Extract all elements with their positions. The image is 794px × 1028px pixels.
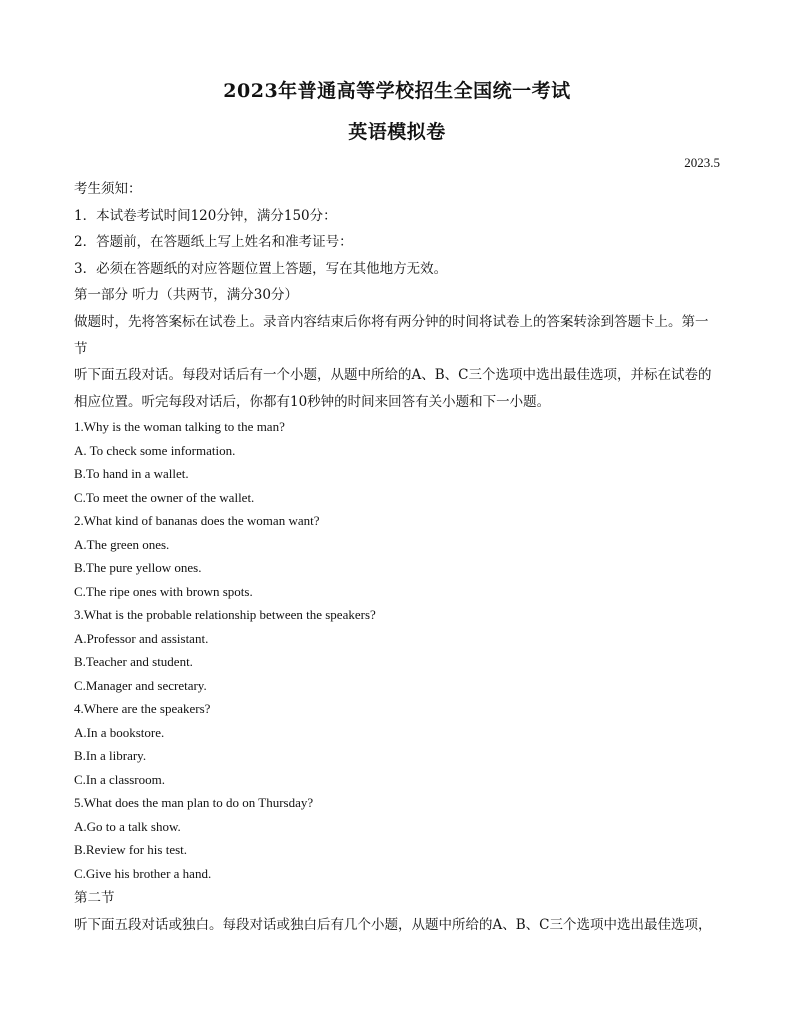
option-c: C.To meet the owner of the wallet.	[74, 489, 255, 505]
option-a: A.In a bookstore.	[74, 724, 165, 740]
option-a: A.Go to a talk show.	[74, 818, 181, 834]
section1-instruction-cont: 相应位置。听完每段对话后，你都有10秒钟的时间来回答有关小题和下一小题。	[74, 393, 551, 410]
part1-heading: 第一部分 听力（共两节，满分30分）	[74, 287, 298, 304]
option-b: B.The pure yellow ones.	[74, 560, 202, 576]
notice-item: 3．必须在答题纸的对应答题位置上答题，写在其他地方无效。	[74, 260, 448, 277]
exam-body	[74, 176, 722, 939]
option-b: B.Review for his test.	[74, 842, 188, 858]
question-4	[74, 697, 722, 791]
question-text: 2.What kind of bananas does the woman want?	[74, 513, 320, 529]
option-b: B.To hand in a wallet.	[74, 466, 189, 482]
part1-instruction: 做题时，先将答案标在试卷上。录音内容结束后你将有两分钟的时间将试卷上的答案转涂到答题卡上。第一	[74, 313, 709, 330]
option-c: C.The ripe ones with brown spots.	[74, 583, 253, 599]
option-a: A.The green ones.	[74, 536, 170, 552]
option-c: C.Manager and secretary.	[74, 677, 207, 693]
option-c: C.Give his brother a hand.	[74, 865, 212, 881]
option-a: A. To check some information.	[74, 442, 236, 458]
question-text: 5.What does the man plan to do on Thursday?	[74, 795, 314, 811]
question-text: 4.Where are the speakers?	[74, 701, 211, 717]
section1-instruction: 听下面五段对话。每段对话后有一个小题，从题中所给的A、B、C三个选项中选出最佳选项，并标在试卷的	[74, 367, 712, 384]
exam-date: 2023.5	[684, 155, 720, 170]
notice-heading: 考生须知：	[74, 181, 142, 197]
question-2	[74, 509, 722, 603]
section2-heading: 第二节	[74, 890, 115, 907]
exam-title: 2023年普通高等学校招生全国统一考试	[223, 80, 571, 102]
part1-instruction-cont: 节	[74, 340, 88, 357]
question-3	[74, 603, 722, 697]
question-5	[74, 791, 722, 885]
question-1	[74, 415, 722, 509]
option-c: C.In a classroom.	[74, 771, 165, 787]
exam-subtitle: 英语模拟卷	[348, 121, 446, 143]
section2-instruction: 听下面五段对话或独白。每段对话或独白后有几个小题，从题中所给的A、B、C三个选项中选出最佳选项，	[74, 916, 712, 933]
option-a: A.Professor and assistant.	[74, 630, 209, 646]
option-b: B.Teacher and student.	[74, 654, 193, 670]
notice-item: 2．答题前，在答题纸上写上姓名和准考证号：	[74, 234, 353, 251]
notice-item: 1．本试卷考试时间120分钟，满分150分：	[74, 207, 337, 224]
question-text: 1.Why is the woman talking to the man?	[74, 419, 285, 435]
question-text: 3.What is the probable relationship between the speakers?	[74, 607, 376, 623]
option-b: B.In a library.	[74, 748, 147, 764]
